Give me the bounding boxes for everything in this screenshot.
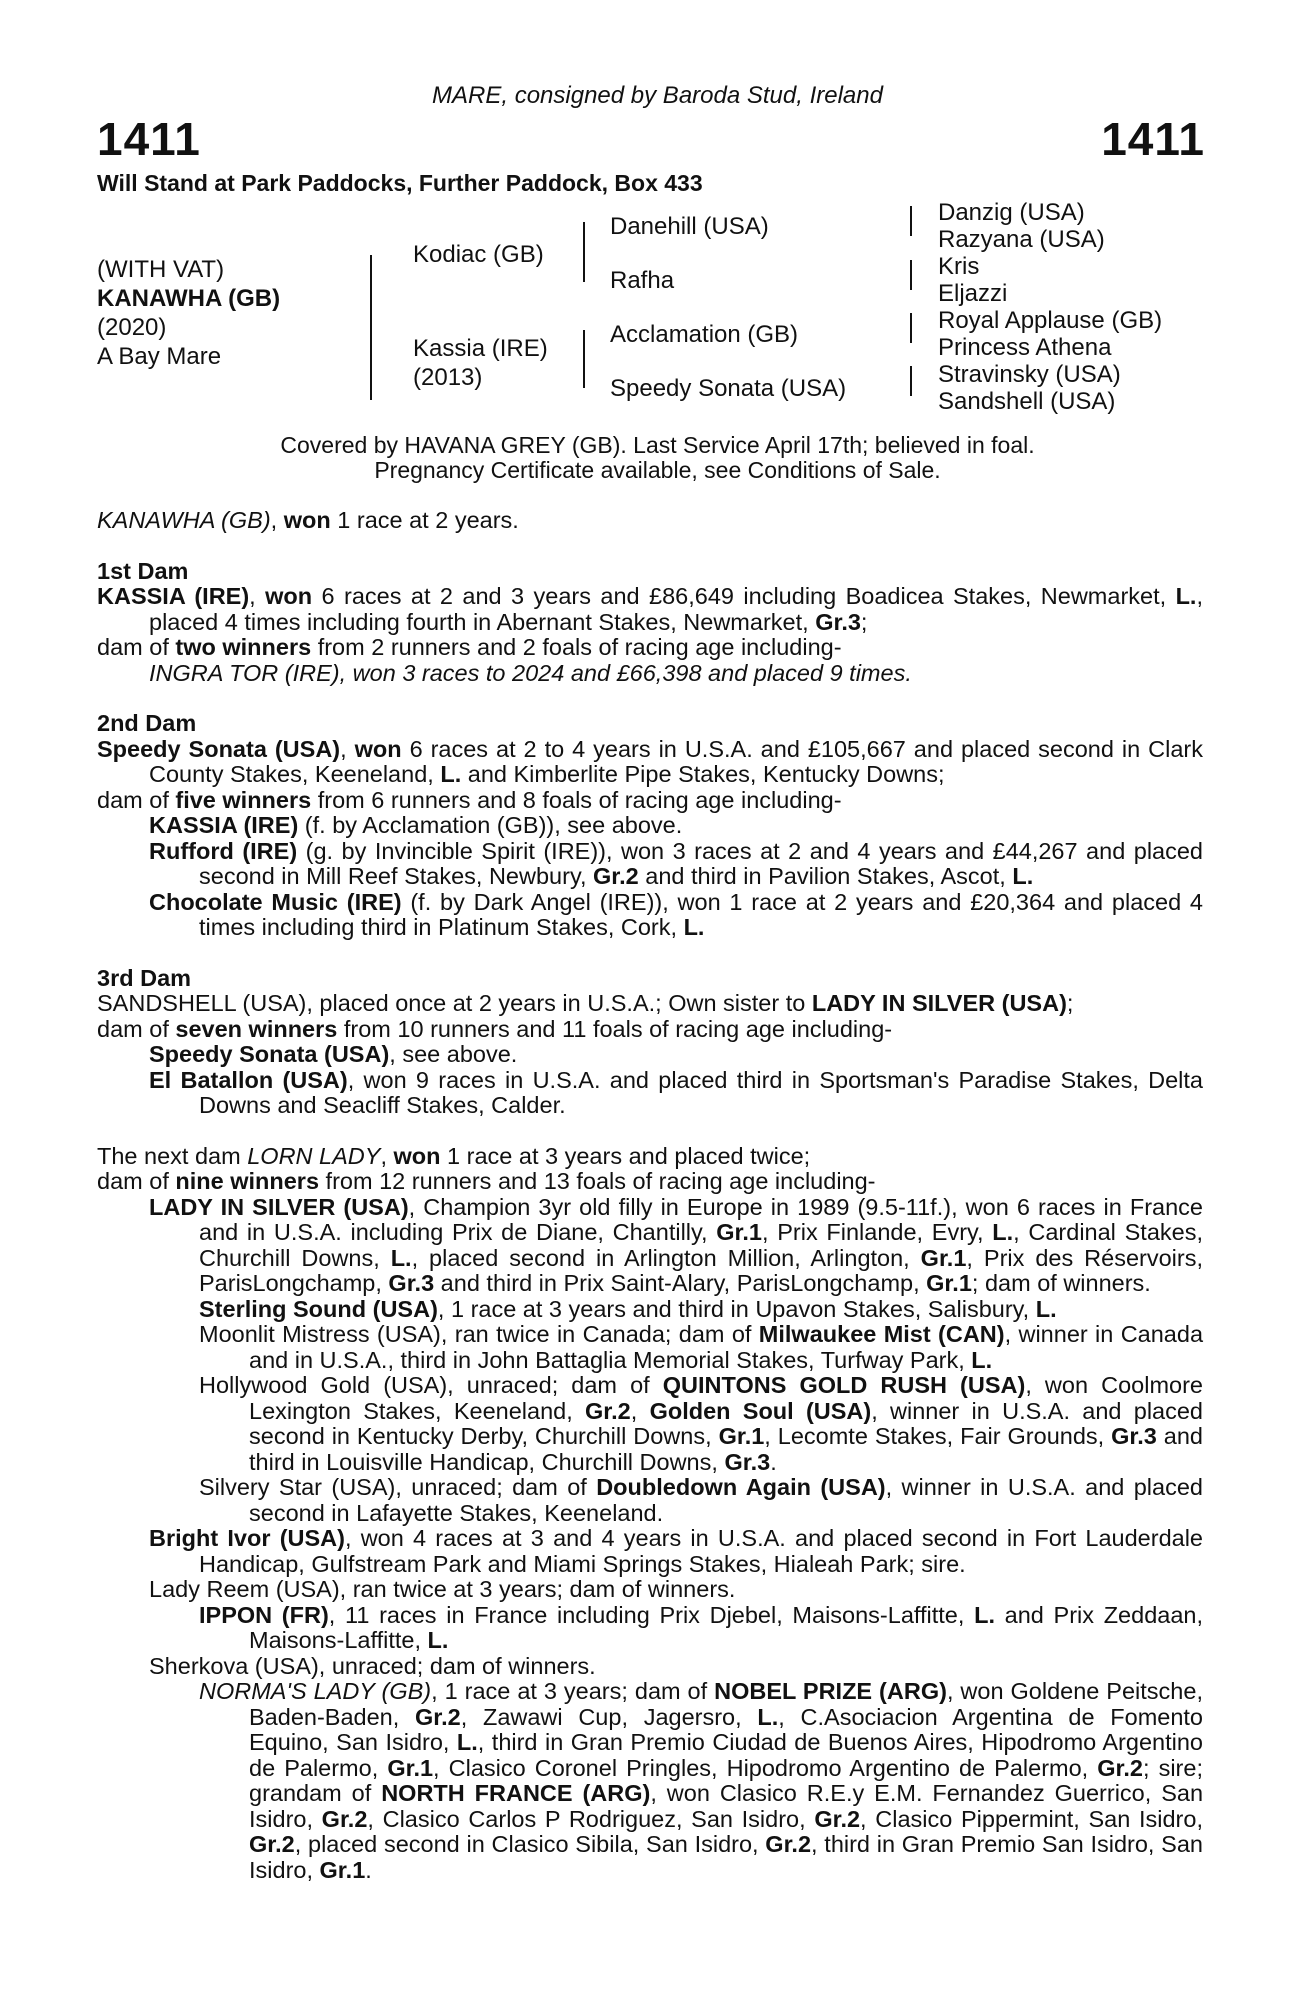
catalogue-body [97,508,1203,1883]
pedigree-dam-year: (2013) [413,364,483,391]
moonlit-mistress-entry: Moonlit Mistress (USA), ran twice in Canada; dam of Milwaukee Mist (CAN), winner in Canada and in U.S.A., third in John Battaglia Memorial Stakes, Turfway Park, L. [199,1321,1204,1373]
brace-acclamation [910,313,912,343]
hollywood-gold-entry: Hollywood Gold (USA), unraced; dam of QUINTONS GOLD RUSH (USA), won Coolmore Lexington Stakes, Keeneland, Gr.2, Golden Soul (USA), winner in U.S.A. and placed second in Kentucky Derby, Churchill Downs, Gr.1, Lecomte Stakes, Fair Grounds, Gr.3 and third in Louisville Handicap, Churchill Downs, Gr.3. [199,1372,1203,1475]
lady-reem-entry: Lady Reem (USA), ran twice at 3 years; dam of winners. [149,1576,736,1602]
ippon-entry: IPPON (FR), 11 races in France including Prix Djebel, Maisons-Laffitte, L. and Prix Zeddaan, Maisons-Laffitte, L. [199,1601,1203,1653]
ingra-tor-entry: INGRA TOR (IRE), won 3 races to 2024 and £66,398 and placed 9 times. [149,659,912,686]
normas-lady-entry: NORMA'S LADY (GB), 1 race at 3 years; dam of NOBEL PRIZE (ARG), won Goldene Peitsche, Baden-Baden, Gr.2, Zawawi Cup, Jagersro, L., C.Asociacion Argentina de Fomento Equino, San Isidro, L., third in Gran Premio Ciudad de Buenos Aires, Hipodromo Argentino de Palermo, Gr.1, Clasico Coronel Pringles, Hipodromo Argentino de Palermo, Gr.2; sire; grandam of NORTH FRANCE (ARG), won Clasico R.E.y E.M. Fernandez Guerrico, San Isidro, Gr.2, Clasico Carlos P Rodriguez, San Isidro, Gr.2, Clasico Pippermint, San Isidro, Gr.2, placed second in Clasico Sibila, San Isidro, Gr.2, third in Gran Premio San Isidro, San Isidro, Gr.1. [199,1678,1204,1883]
horse-year: (2020) [97,314,167,341]
first-dam-record: KASSIA (IRE), won 6 races at 2 and 3 years and £86,649 including Boadicea Stakes, Newmarket, L., placed 4 times including fourth in Abernant Stakes, Newmarket, Gr.3; [97,583,1203,635]
horse-description: A Bay Mare [97,343,222,370]
brace-danehill [910,206,912,236]
pedigree-dsd: Princess Athena [938,334,1112,361]
third-dam-record: SANDSHELL (USA), placed once at 2 years in U.S.A.; Own sister to LADY IN SILVER (USA); [97,990,1074,1016]
pedigree-sds: Kris [938,253,980,280]
pedigree-sire-sire: Danehill (USA) [610,213,769,240]
horse-name: KANAWHA (GB) [97,285,281,312]
first-dam-produce: dam of two winners from 2 runners and 2 foals of racing age including- [97,634,842,660]
rufford-entry: Rufford (IRE) (g. by Invincible Spirit (IRE)), won 3 races at 2 and 4 years and £44,267 and placed second in Mill Reef Stakes, Newbury, Gr.2 and third in Pavilion Stakes, Ascot, L. [149,837,1204,889]
next-dam-produce: dam of nine winners from 12 runners and 13 foals of racing age including- [97,1168,876,1194]
covered-line-1: Covered by HAVANA GREY (GB). Last Service April 17th; believed in foal. [280,432,1035,458]
third-dam-heading: 3rd Dam [97,964,192,991]
consignor-line: MARE, consigned by Baroda Stud, Ireland [432,82,883,109]
horse-info [97,255,280,371]
pedigree-dam-sire: Acclamation (GB) [610,321,799,348]
stand-location: Will Stand at Park Paddocks, Further Paddock, Box 433 [97,170,703,196]
el-batallon-entry: El Batallon (USA), won 9 races in U.S.A. and placed third in Sportsman's Paradise Stakes, Delta Downs and Seacliff Stakes, Calder. [149,1066,1204,1118]
pedigree-sdd: Eljazzi [938,280,1008,307]
pedigree-brace-main [370,255,382,400]
pedigree-sss: Danzig (USA) [938,199,1085,226]
sherkova-entry: Sherkova (USA), unraced; dam of winners. [149,1652,596,1679]
pedigree-sire: Kodiac (GB) [413,241,544,268]
pedigree-dds: Stravinsky (USA) [938,361,1121,388]
lot-number-left: 1411 [97,113,201,165]
third-dam-produce: dam of seven winners from 10 runners and 11 foals of racing age including- [97,1015,893,1042]
next-dam-record: The next dam LORN LADY, won 1 race at 3 years and placed twice; [97,1142,811,1169]
race-record: KANAWHA (GB), won 1 race at 2 years. [97,507,519,533]
speedy-sonata-entry: Speedy Sonata (USA), see above. [149,1041,518,1067]
pedigree-ddd: Sandshell (USA) [938,388,1116,415]
lot-number-right: 1411 [1101,113,1205,165]
pedigree-brace-sire [583,222,585,282]
pedigree-dss: Royal Applause (GB) [938,307,1163,334]
pedigree-dam-dam: Speedy Sonata (USA) [610,375,847,402]
pedigree-sire-dam: Rafha [610,267,675,294]
sterling-sound-entry: Sterling Sound (USA), 1 race at 3 years and third in Upavon Stakes, Salisbury, L. [199,1295,1057,1322]
second-dam-heading: 2nd Dam [97,710,197,736]
second-dam-produce: dam of five winners from 6 runners and 8 foals of racing age including- [97,786,842,813]
pedigree-ssd: Razyana (USA) [938,226,1105,253]
brace-speedy [910,366,912,396]
second-dam-record: Speedy Sonata (USA), won 6 races at 2 to 4 years in U.S.A. and £105,667 and placed second in Clark County Stakes, Keeneland, L. and Kimberlite Pipe Stakes, Kentucky Downs; [97,735,1203,787]
first-dam-heading: 1st Dam [97,557,189,584]
brace-rafha [910,260,912,290]
pedigree-dam: Kassia (IRE) [413,335,548,362]
kassia-entry: KASSIA (IRE) (f. by Acclamation (GB)), see above. [149,812,683,838]
bright-ivor-entry: Bright Ivor (USA), won 4 races at 3 and 4 years in U.S.A. and placed second in Fort Lauderdale Handicap, Gulfstream Park and Miami Springs Stakes, Hialeah Park; sire. [149,1525,1203,1577]
chocolate-music-entry: Chocolate Music (IRE) (f. by Dark Angel (IRE)), won 1 race at 2 years and £20,364 and placed 4 times including third in Platinum Stakes, Cork, L. [149,888,1203,940]
covered-line-2: Pregnancy Certificate available, see Conditions of Sale. [374,457,941,483]
vat-label: (WITH VAT) [97,256,225,283]
lady-in-silver-entry: LADY IN SILVER (USA), Champion 3yr old filly in Europe in 1989 (9.5-11f.), won 6 races in France and in U.S.A. including Prix de Diane, Chantilly, Gr.1, Prix Finlande, Evry, L., Cardinal Stakes, Churchill Downs, L., placed second in Arlington Million, Arlington, Gr.1, Prix des Réservoirs, ParisLongchamp, Gr.3 and third in Prix Saint-Alary, ParisLongchamp, Gr.1; dam of winners. [149,1193,1203,1296]
pedigree-brace-dam [583,330,585,388]
silvery-star-entry: Silvery Star (USA), unraced; dam of Doubledown Again (USA), winner in U.S.A. and placed second in Lafayette Stakes, Keeneland. [199,1474,1203,1526]
